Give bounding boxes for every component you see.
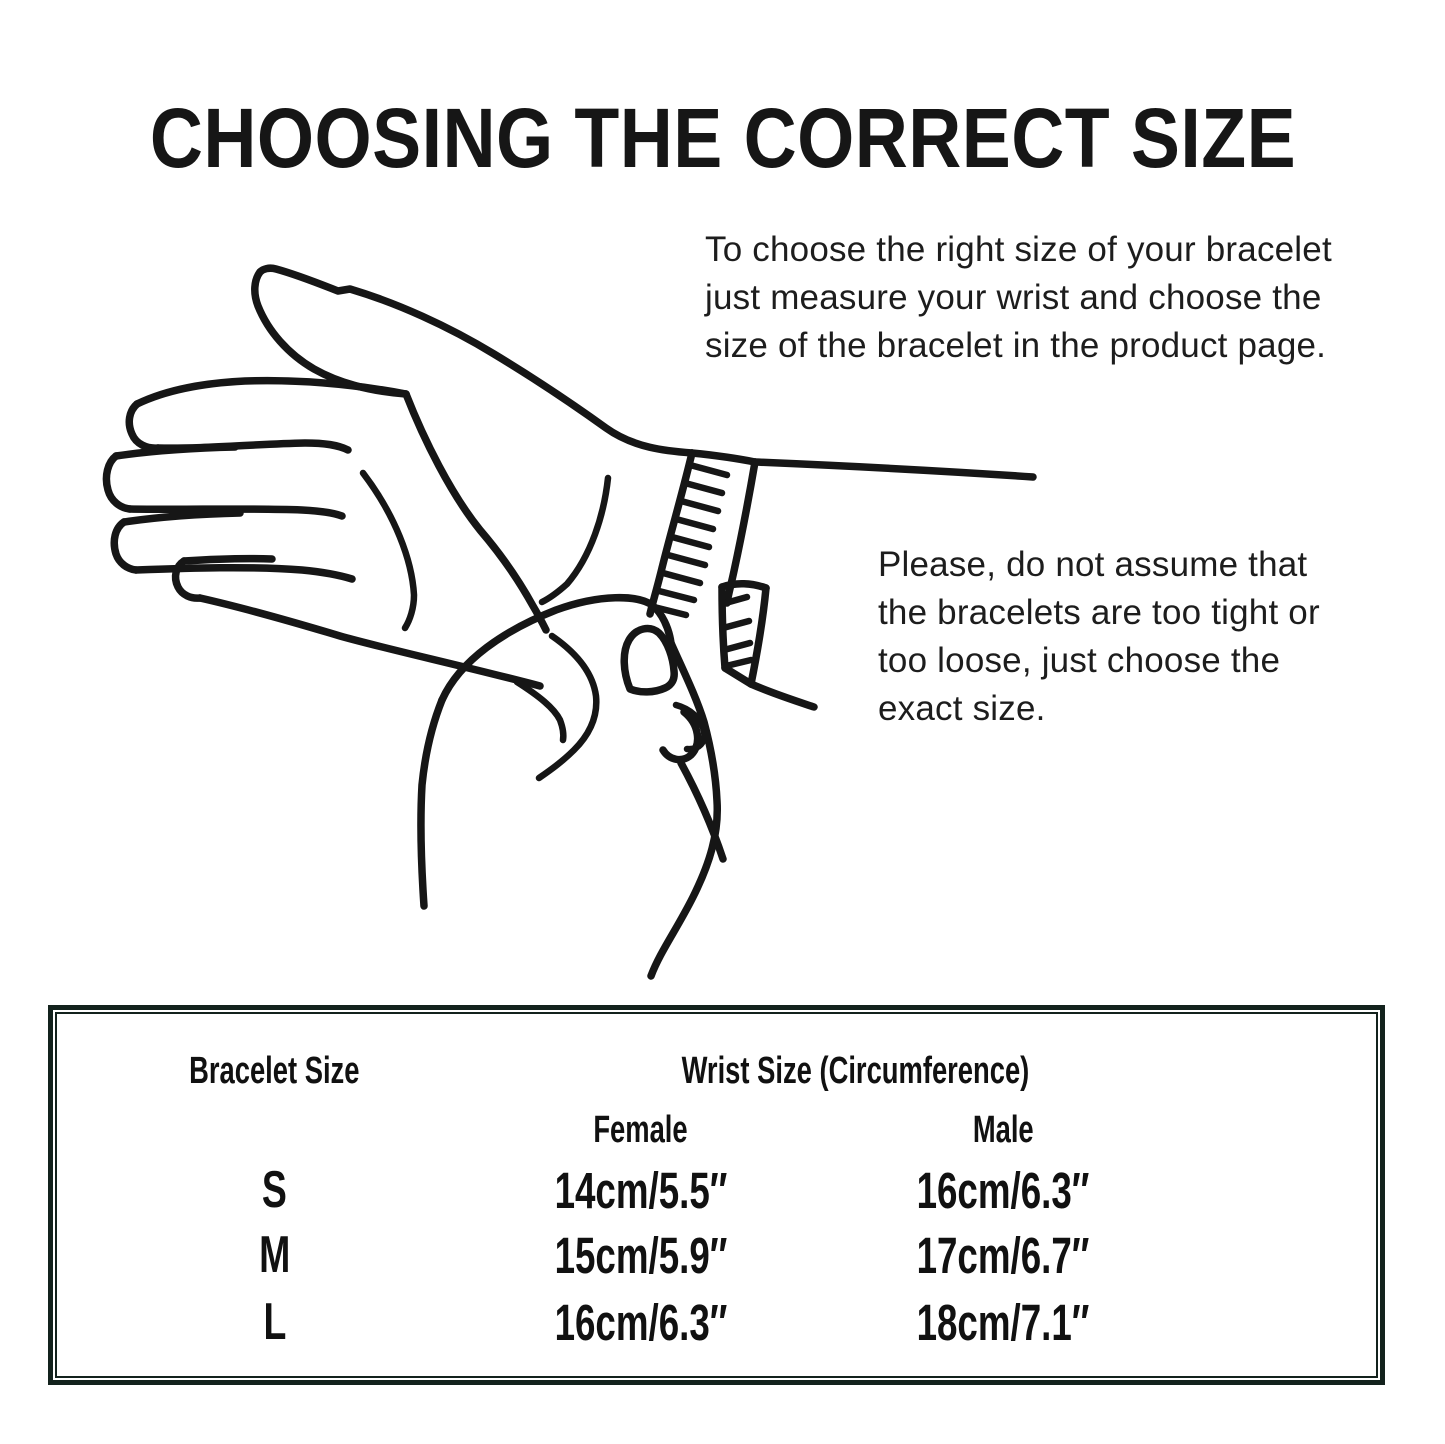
female-value: 15cm/5.9″ <box>554 1226 728 1284</box>
male-header: Male <box>972 1108 1034 1151</box>
pinching-hand-icon <box>421 598 723 976</box>
note-line: too loose, just choose the <box>878 641 1281 680</box>
wrist-size-header: Wrist Size (Circumference) <box>681 1049 1029 1092</box>
open-hand-icon <box>106 268 692 686</box>
size-label: S <box>262 1161 288 1219</box>
note-line: the bracelets are too tight or <box>878 593 1320 632</box>
intro-paragraph <box>705 226 1332 370</box>
size-label: L <box>263 1293 287 1351</box>
female-header: Female <box>593 1108 688 1151</box>
page-title: CHOOSING THE CORRECT SIZE <box>149 91 1296 185</box>
female-value: 16cm/6.3″ <box>554 1293 728 1351</box>
size-label: M <box>259 1226 291 1284</box>
measuring-tape-icon <box>650 453 766 760</box>
intro-line: To choose the right size of your bracelet <box>705 230 1332 269</box>
male-value: 17cm/6.7″ <box>916 1226 1090 1284</box>
male-value: 18cm/7.1″ <box>916 1293 1090 1351</box>
size-table-header-row <box>57 1040 1376 1102</box>
table-row <box>57 1288 1376 1356</box>
bracelet-size-header: Bracelet Size <box>189 1049 360 1092</box>
note-line: exact size. <box>878 689 1046 728</box>
note-paragraph <box>878 541 1320 733</box>
size-table <box>48 1005 1385 1385</box>
male-value: 16cm/6.3″ <box>916 1161 1090 1219</box>
intro-line: just measure your wrist and choose the <box>705 278 1322 317</box>
table-row <box>57 1222 1376 1288</box>
intro-line: size of the bracelet in the product page. <box>705 326 1327 365</box>
note-line: Please, do not assume that <box>878 545 1308 584</box>
size-table-subheader-row <box>57 1102 1376 1158</box>
table-row <box>57 1158 1376 1222</box>
female-value: 14cm/5.5″ <box>554 1161 728 1219</box>
size-table-frame <box>55 1012 1378 1378</box>
